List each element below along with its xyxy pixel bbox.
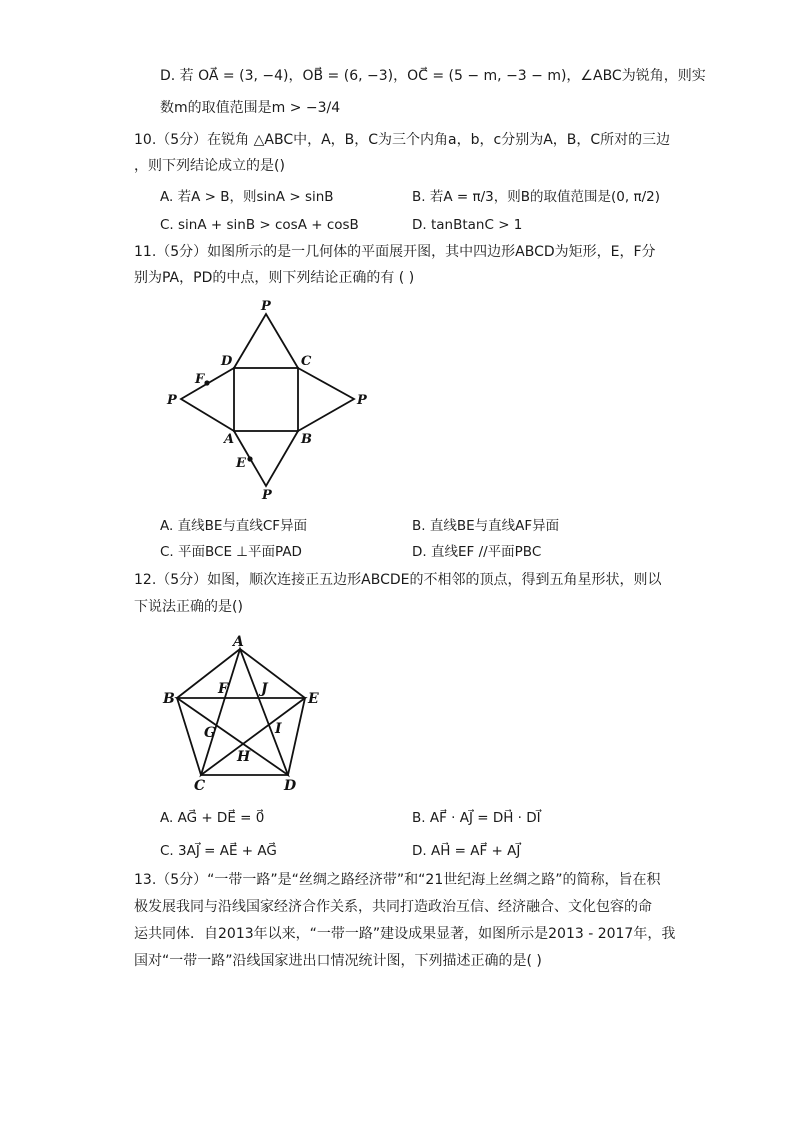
triangle-left	[181, 368, 234, 431]
q9-option-d-line2: 数m的取值范围是m > −3/4	[160, 100, 341, 116]
q12-stem-line2: 下说法正确的是()	[134, 599, 243, 615]
q12-option-a: A. AG⃗ + DE⃗ = 0⃗	[160, 810, 265, 826]
label-b: B	[163, 691, 175, 707]
label-j: J	[261, 681, 268, 697]
q13-stem-line2: 极发展我同与沿线国家经济合作关系，共同打造政治互信、经济融合、文化包容的命	[134, 899, 652, 915]
label-d: D	[221, 354, 233, 369]
label-a: A	[233, 634, 244, 650]
label-c: C	[301, 354, 312, 369]
q13-stem-line3: 运共同体．自2013年以来，“一带一路”建设成果显著，如图所示是2013 - 2017年，我	[134, 926, 676, 942]
q13-stem-line1: 13.（5分）“一带一路”是“丝绸之路经济带”和“21世纪海上丝绸之路”的简称，旨在积	[134, 872, 661, 888]
q11-option-a: A. 直线BE与直线CF异面	[160, 518, 308, 534]
triangle-right	[298, 368, 354, 431]
net-diagram	[160, 295, 380, 505]
rectangle-abcd	[234, 368, 298, 431]
q11-option-c: C. 平面BCE ⊥平面PAD	[160, 544, 302, 560]
label-f: F	[218, 681, 228, 697]
q12-stem-line1: 12.（5分）如图，顺次连接正五边形ABCDE的不相邻的顶点，得到五角星形状，则以	[134, 572, 662, 588]
q10-option-b: B. 若A = π/3，则B的取值范围是(0, π/2)	[412, 189, 660, 205]
label-d: D	[284, 778, 297, 794]
label-p-bottom: P	[262, 488, 272, 503]
q11-stem-line2: 别为PA，PD的中点，则下列结论正确的有 ( )	[134, 270, 415, 286]
point-f	[204, 380, 209, 385]
q11-option-b: B. 直线BE与直线AF异面	[412, 518, 560, 534]
triangle-top	[234, 314, 298, 368]
label-c: C	[194, 778, 206, 794]
q9-option-d-line1: D. 若 OA⃗ = (3, −4)，OB⃗ = (6, −3)，OC⃗ = (5 − m, −3 − m)，∠ABC为锐角，则实	[160, 68, 706, 84]
q12-option-c: C. 3AJ⃗ = AE⃗ + AG⃗	[160, 843, 277, 859]
q13-stem-line4: 国对“一带一路”沿线国家进出口情况统计图，下列描述正确的是( )	[134, 953, 542, 969]
q11-option-d: D. 直线EF //平面PBC	[412, 544, 542, 560]
q12-option-d: D. AH⃗ = AF⃗ + AJ⃗	[412, 843, 521, 859]
label-e: E	[236, 456, 246, 471]
label-p-top: P	[261, 299, 271, 314]
q10-option-d: D. tanBtanC > 1	[412, 217, 523, 233]
pentagram-diagram	[160, 630, 340, 795]
q10-option-a: A. 若A > B，则sinA > sinB	[160, 189, 334, 205]
label-b: B	[301, 432, 312, 447]
point-e	[247, 456, 252, 461]
q10-stem-line1: 10.（5分）在锐角 △ABC中，A，B，C为三个内角a，b，c分别为A，B，C所对的三边	[134, 132, 671, 148]
label-p-left: P	[167, 393, 177, 408]
q12-option-b: B. AF⃗ · AJ⃗ = DH⃗ · DI⃗	[412, 810, 541, 826]
label-f: F	[195, 372, 205, 387]
q10-option-c: C. sinA + sinB > cosA + cosB	[160, 217, 359, 233]
label-i: I	[275, 721, 282, 737]
label-a: A	[224, 432, 235, 447]
label-g: G	[204, 725, 216, 741]
label-e: E	[308, 691, 319, 707]
q11-stem-line1: 11.（5分）如图所示的是一几何体的平面展开图，其中四边形ABCD为矩形，E，F分	[134, 244, 656, 260]
q10-stem-line2: ，则下列结论成立的是()	[134, 158, 285, 174]
label-h: H	[237, 749, 251, 765]
label-p-right: P	[357, 393, 367, 408]
